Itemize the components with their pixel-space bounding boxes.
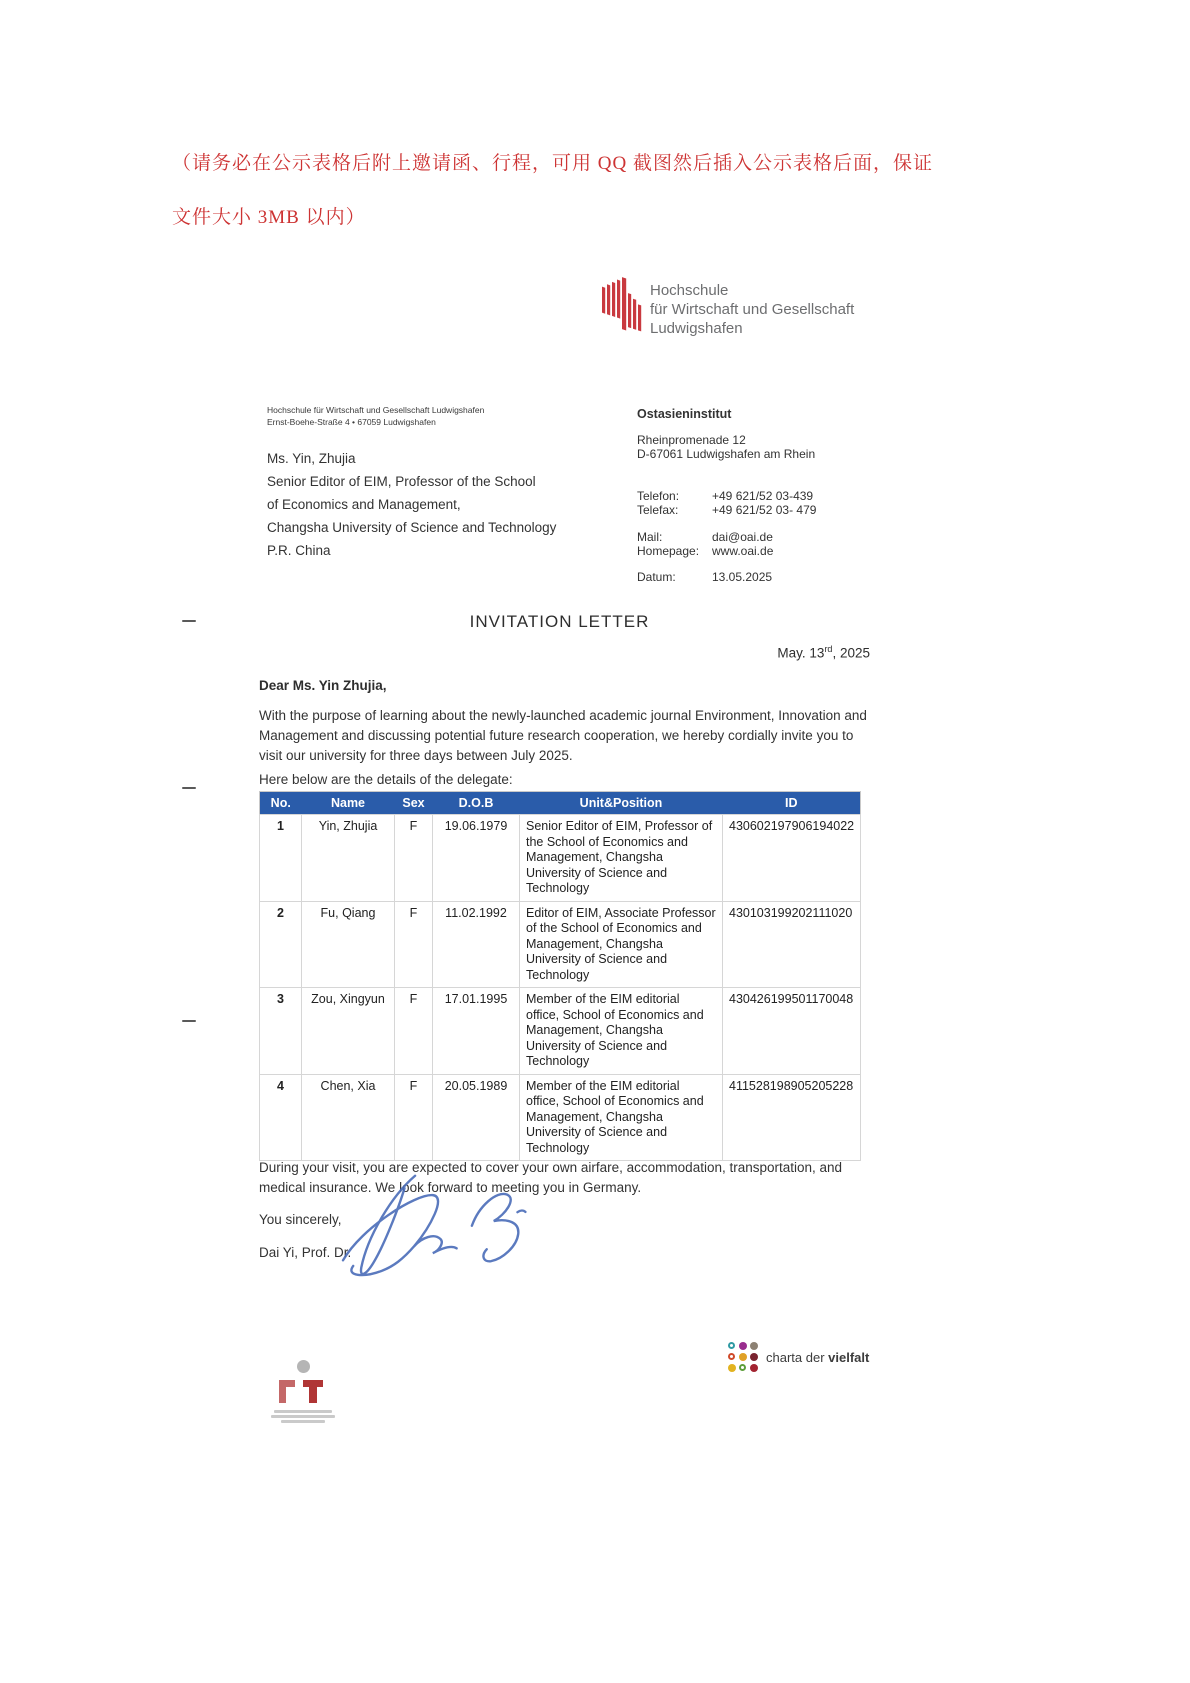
mail-value: dai@oai.de [712, 530, 773, 544]
fax-row [637, 503, 816, 517]
letter-date-main: May. 13 [777, 645, 825, 661]
hochschule-logo-icon [600, 272, 646, 344]
recipient-title1: Senior Editor of EIM, Professor of the School [267, 474, 536, 489]
sender-return-address [267, 404, 484, 428]
award-logo-caption-line [281, 1420, 325, 1423]
recipient-university: Changsha University of Science and Technology [267, 520, 557, 535]
charta-label [766, 1350, 869, 1365]
cell-unit: Editor of EIM, Associate Professor of the School of Economics and Management, Changsha University of Science and Technology [520, 901, 723, 988]
col-header-id: ID [723, 792, 861, 815]
sender-line2: Ernst-Boehe-Straße 4 • 67059 Ludwigshafen [267, 417, 436, 427]
logo-line3: Ludwigshafen [650, 320, 743, 337]
charta-dot [739, 1353, 747, 1361]
charta-dot [728, 1342, 735, 1349]
table-header-row [260, 792, 861, 815]
charta-label-bold: vielfalt [828, 1349, 870, 1365]
cell-dob: 19.06.1979 [433, 815, 520, 902]
recipient-title2: of Economics and Management, [267, 497, 461, 512]
cell-id: 430103199202111020 [723, 901, 861, 988]
award-logo-figure [273, 1374, 333, 1408]
table-row [260, 1074, 861, 1161]
recipient-address [267, 447, 556, 562]
institute-street: Rheinpromenade 12 [637, 433, 746, 447]
homepage-row [637, 544, 773, 558]
col-header-dob: D.O.B [433, 792, 520, 815]
contact-block [637, 407, 897, 587]
salutation: Dear Ms. Yin Zhujia, [259, 678, 387, 693]
charta-dots-icon [728, 1342, 758, 1372]
charta-dot [750, 1342, 758, 1350]
award-logo-caption-line [271, 1415, 335, 1418]
cell-unit: Senior Editor of EIM, Professor of the School of Economics and Management, Changsha University of Science and Technology [520, 815, 723, 902]
mail-row [637, 530, 773, 544]
cell-dob: 11.02.1992 [433, 901, 520, 988]
phone-value: +49 621/52 03-439 [712, 489, 814, 503]
cell-dob: 20.05.1989 [433, 1074, 520, 1161]
institute-city: D-67061 Ludwigshafen am Rhein [637, 447, 816, 461]
annotation-note-line2: 文件大小 3MB 以内） [172, 207, 366, 228]
letter-title: INVITATION LETTER [469, 612, 650, 631]
cell-id: 430426199501170048 [723, 988, 861, 1075]
col-header-name: Name [302, 792, 395, 815]
cell-no: 1 [260, 815, 302, 902]
table-intro: Here below are the details of the delegate: [259, 772, 513, 787]
valediction: You sincerely, [259, 1212, 342, 1227]
cell-sex: F [395, 1074, 433, 1161]
datum-label: Datum: [637, 570, 676, 584]
recipient-name: Ms. Yin, Zhujia [267, 451, 356, 466]
cell-no: 4 [260, 1074, 302, 1161]
charta-label-normal: charta der [766, 1349, 829, 1365]
fold-mark-bottom [182, 1020, 196, 1022]
fold-mark-middle [182, 787, 196, 789]
fax-label: Telefax: [637, 503, 679, 517]
signer-name: Dai Yi, Prof. Dr. [259, 1245, 352, 1260]
table-row [260, 815, 861, 902]
cell-no: 2 [260, 901, 302, 988]
homepage-label: Homepage: [637, 544, 700, 558]
cell-name: Chen, Xia [302, 1074, 395, 1161]
phone-row [637, 489, 813, 503]
charta-dot [728, 1353, 735, 1360]
phone-label: Telefon: [637, 489, 680, 503]
recipient-country: P.R. China [267, 543, 331, 558]
homepage-value: www.oai.de [712, 544, 774, 558]
sender-line1: Hochschule für Wirtschaft und Gesellschaft Ludwigshafen [267, 405, 485, 415]
table-row [260, 988, 861, 1075]
delegates-table [259, 791, 861, 1161]
charta-dot [750, 1364, 758, 1372]
letter-date [600, 644, 870, 661]
table-row [260, 901, 861, 988]
institute-name: Ostasieninstitut [637, 407, 732, 421]
hochschule-logo-text [650, 281, 854, 338]
col-header-unit: Unit&Position [520, 792, 723, 815]
cell-unit: Member of the EIM editorial office, School of Economics and Management, Changsha University of Science and Technology [520, 1074, 723, 1161]
letter-date-year: , 2025 [832, 645, 870, 661]
charta-dot [739, 1364, 746, 1371]
logo-line1: Hochschule [650, 282, 729, 299]
cell-unit: Member of the EIM editorial office, School of Economics and Management, Changsha University of Science and Technology [520, 988, 723, 1075]
letter-date-ordinal: rd [824, 644, 833, 654]
cell-sex: F [395, 988, 433, 1075]
cell-id: 430602197906194022 [723, 815, 861, 902]
fold-mark-top [182, 620, 196, 622]
letter-body: With the purpose of learning about the newly-launched academic journal Environment, Innovation and Management and discussing potential future research cooperation, we hereby cordially invite you to visit our university for three days between July 2025. [259, 708, 867, 763]
cell-sex: F [395, 815, 433, 902]
col-header-no: No. [260, 792, 302, 815]
datum-value: 13.05.2025 [712, 570, 773, 584]
datum-row [637, 570, 772, 584]
charta-dot [728, 1364, 736, 1372]
mail-label: Mail: [637, 530, 663, 544]
award-logo-head [297, 1360, 310, 1373]
cell-id: 411528198905205228 [723, 1074, 861, 1161]
cell-name: Fu, Qiang [302, 901, 395, 988]
annotation-note-line1: （请务必在公示表格后附上邀请函、行程，可用 QQ 截图然后插入公示表格后面，保证 [172, 153, 933, 174]
fax-value: +49 621/52 03- 479 [712, 503, 817, 517]
award-logo-caption-line [274, 1410, 332, 1413]
logo-line2: für Wirtschaft und Gesellschaft [650, 301, 855, 318]
cell-name: Zou, Xingyun [302, 988, 395, 1075]
closing-paragraph: During your visit, you are expected to cover your own airfare, accommodation, transportation, and medical insurance. We look forward to meeting you in Germany. [259, 1160, 843, 1195]
charta-der-vielfalt-logo [728, 1342, 869, 1372]
award-logo-icon [258, 1360, 348, 1425]
cell-dob: 17.01.1995 [433, 988, 520, 1075]
cell-no: 3 [260, 988, 302, 1075]
cell-name: Yin, Zhujia [302, 815, 395, 902]
handwritten-signature-icon [320, 1161, 554, 1299]
charta-dot [739, 1342, 747, 1350]
delegates-table-wrap [259, 791, 861, 1161]
col-header-sex: Sex [395, 792, 433, 815]
charta-dot [750, 1353, 758, 1361]
cell-sex: F [395, 901, 433, 988]
